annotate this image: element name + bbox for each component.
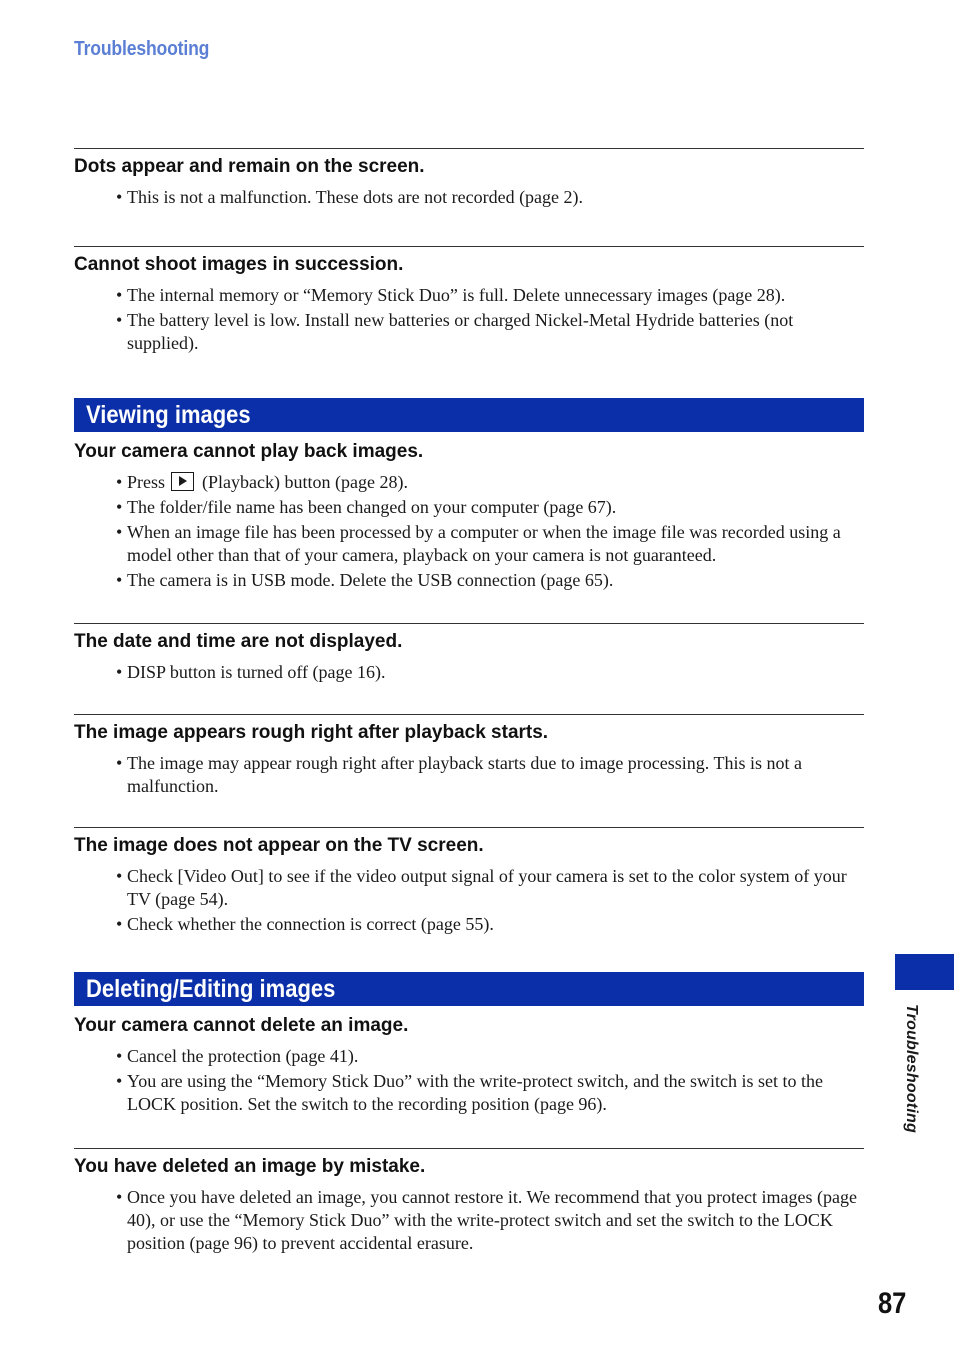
entry-heading: You have deleted an image by mistake. [74,1156,426,1177]
bullet-list [74,1045,864,1116]
entry-heading: The date and time are not displayed. [74,631,403,652]
section-title: Deleting/Editing images [86,974,336,1003]
entry-succession [74,246,864,398]
bullet-item: • Check whether the connection is correct (page 55). [116,913,864,936]
entry-tv-screen [74,827,864,972]
entry-cannot-delete [74,1006,864,1148]
bullet-item: • Cancel the protection (page 41). [116,1045,864,1068]
entry-playback [74,432,864,623]
section-header-viewing [74,398,864,432]
entry-deleted-by-mistake [74,1148,864,1255]
bullet-item: • The camera is in USB mode. Delete the USB connection (page 65). [116,569,864,592]
chapter-tab [895,954,954,990]
section-title: Viewing images [86,400,251,429]
press-suffix: (Playback) button (page 28). [202,472,408,492]
running-header-title: Troubleshooting [74,38,210,60]
bullet-list [74,284,864,355]
bullet-list [74,661,864,684]
entry-date-time [74,623,864,714]
entry-heading: The image does not appear on the TV screen. [74,835,484,856]
bullet-list [74,186,864,209]
playback-button-icon [171,472,194,491]
entry-heading: Your camera cannot play back images. [74,441,424,462]
entry-heading: Dots appear and remain on the screen. [74,156,425,177]
bullet-list [74,752,864,798]
bullet-item: • You are using the “Memory Stick Duo” with the write-protect switch, and the switch is set to the LOCK position. Set the switch to the recording position (page 96). [116,1070,864,1116]
bullet-item: • This is not a malfunction. These dots are not recorded (page 2). [116,186,864,209]
chapter-tab-label: Troubleshooting [903,1004,920,1133]
page-content [74,148,864,1257]
bullet-item [116,471,864,494]
bullet-item: • The image may appear rough right after playback starts due to image processing. This is not a malfunction. [116,752,864,798]
bullet-list [74,1186,864,1255]
bullet-item: • Once you have deleted an image, you cannot restore it. We recommend that you protect images (page 40), or use the “Memory Stick Duo” with the write-protect switch and set the switch to the LOCK position (page 96) to prevent accidental erasure. [116,1186,864,1255]
bullet-item: • When an image file has been processed by a computer or when the image file was recorded using a model other than that of your camera, playback on your camera is not guaranteed. [116,521,864,567]
entry-rough-image [74,714,864,827]
entry-heading: Your camera cannot delete an image. [74,1015,409,1036]
page-number: 87 [878,1287,907,1320]
bullet-item: • Check [Video Out] to see if the video output signal of your camera is set to the color system of your TV (page 54). [116,865,864,911]
bullet-item: • The battery level is low. Install new batteries or charged Nickel-Metal Hydride batteries (not supplied). [116,309,864,355]
entry-dots [74,148,864,246]
bullet-list [74,865,864,936]
section-header-deleting [74,972,864,1006]
entry-heading: The image appears rough right after playback starts. [74,722,549,743]
press-prefix: Press [127,472,166,492]
bullet-item: • DISP button is turned off (page 16). [116,661,864,684]
entry-heading: Cannot shoot images in succession. [74,254,404,275]
bullet-item: • The folder/file name has been changed on your computer (page 67). [116,496,864,519]
bullet-list [74,471,864,592]
bullet-item: • The internal memory or “Memory Stick Duo” is full. Delete unnecessary images (page 28). [116,284,864,307]
